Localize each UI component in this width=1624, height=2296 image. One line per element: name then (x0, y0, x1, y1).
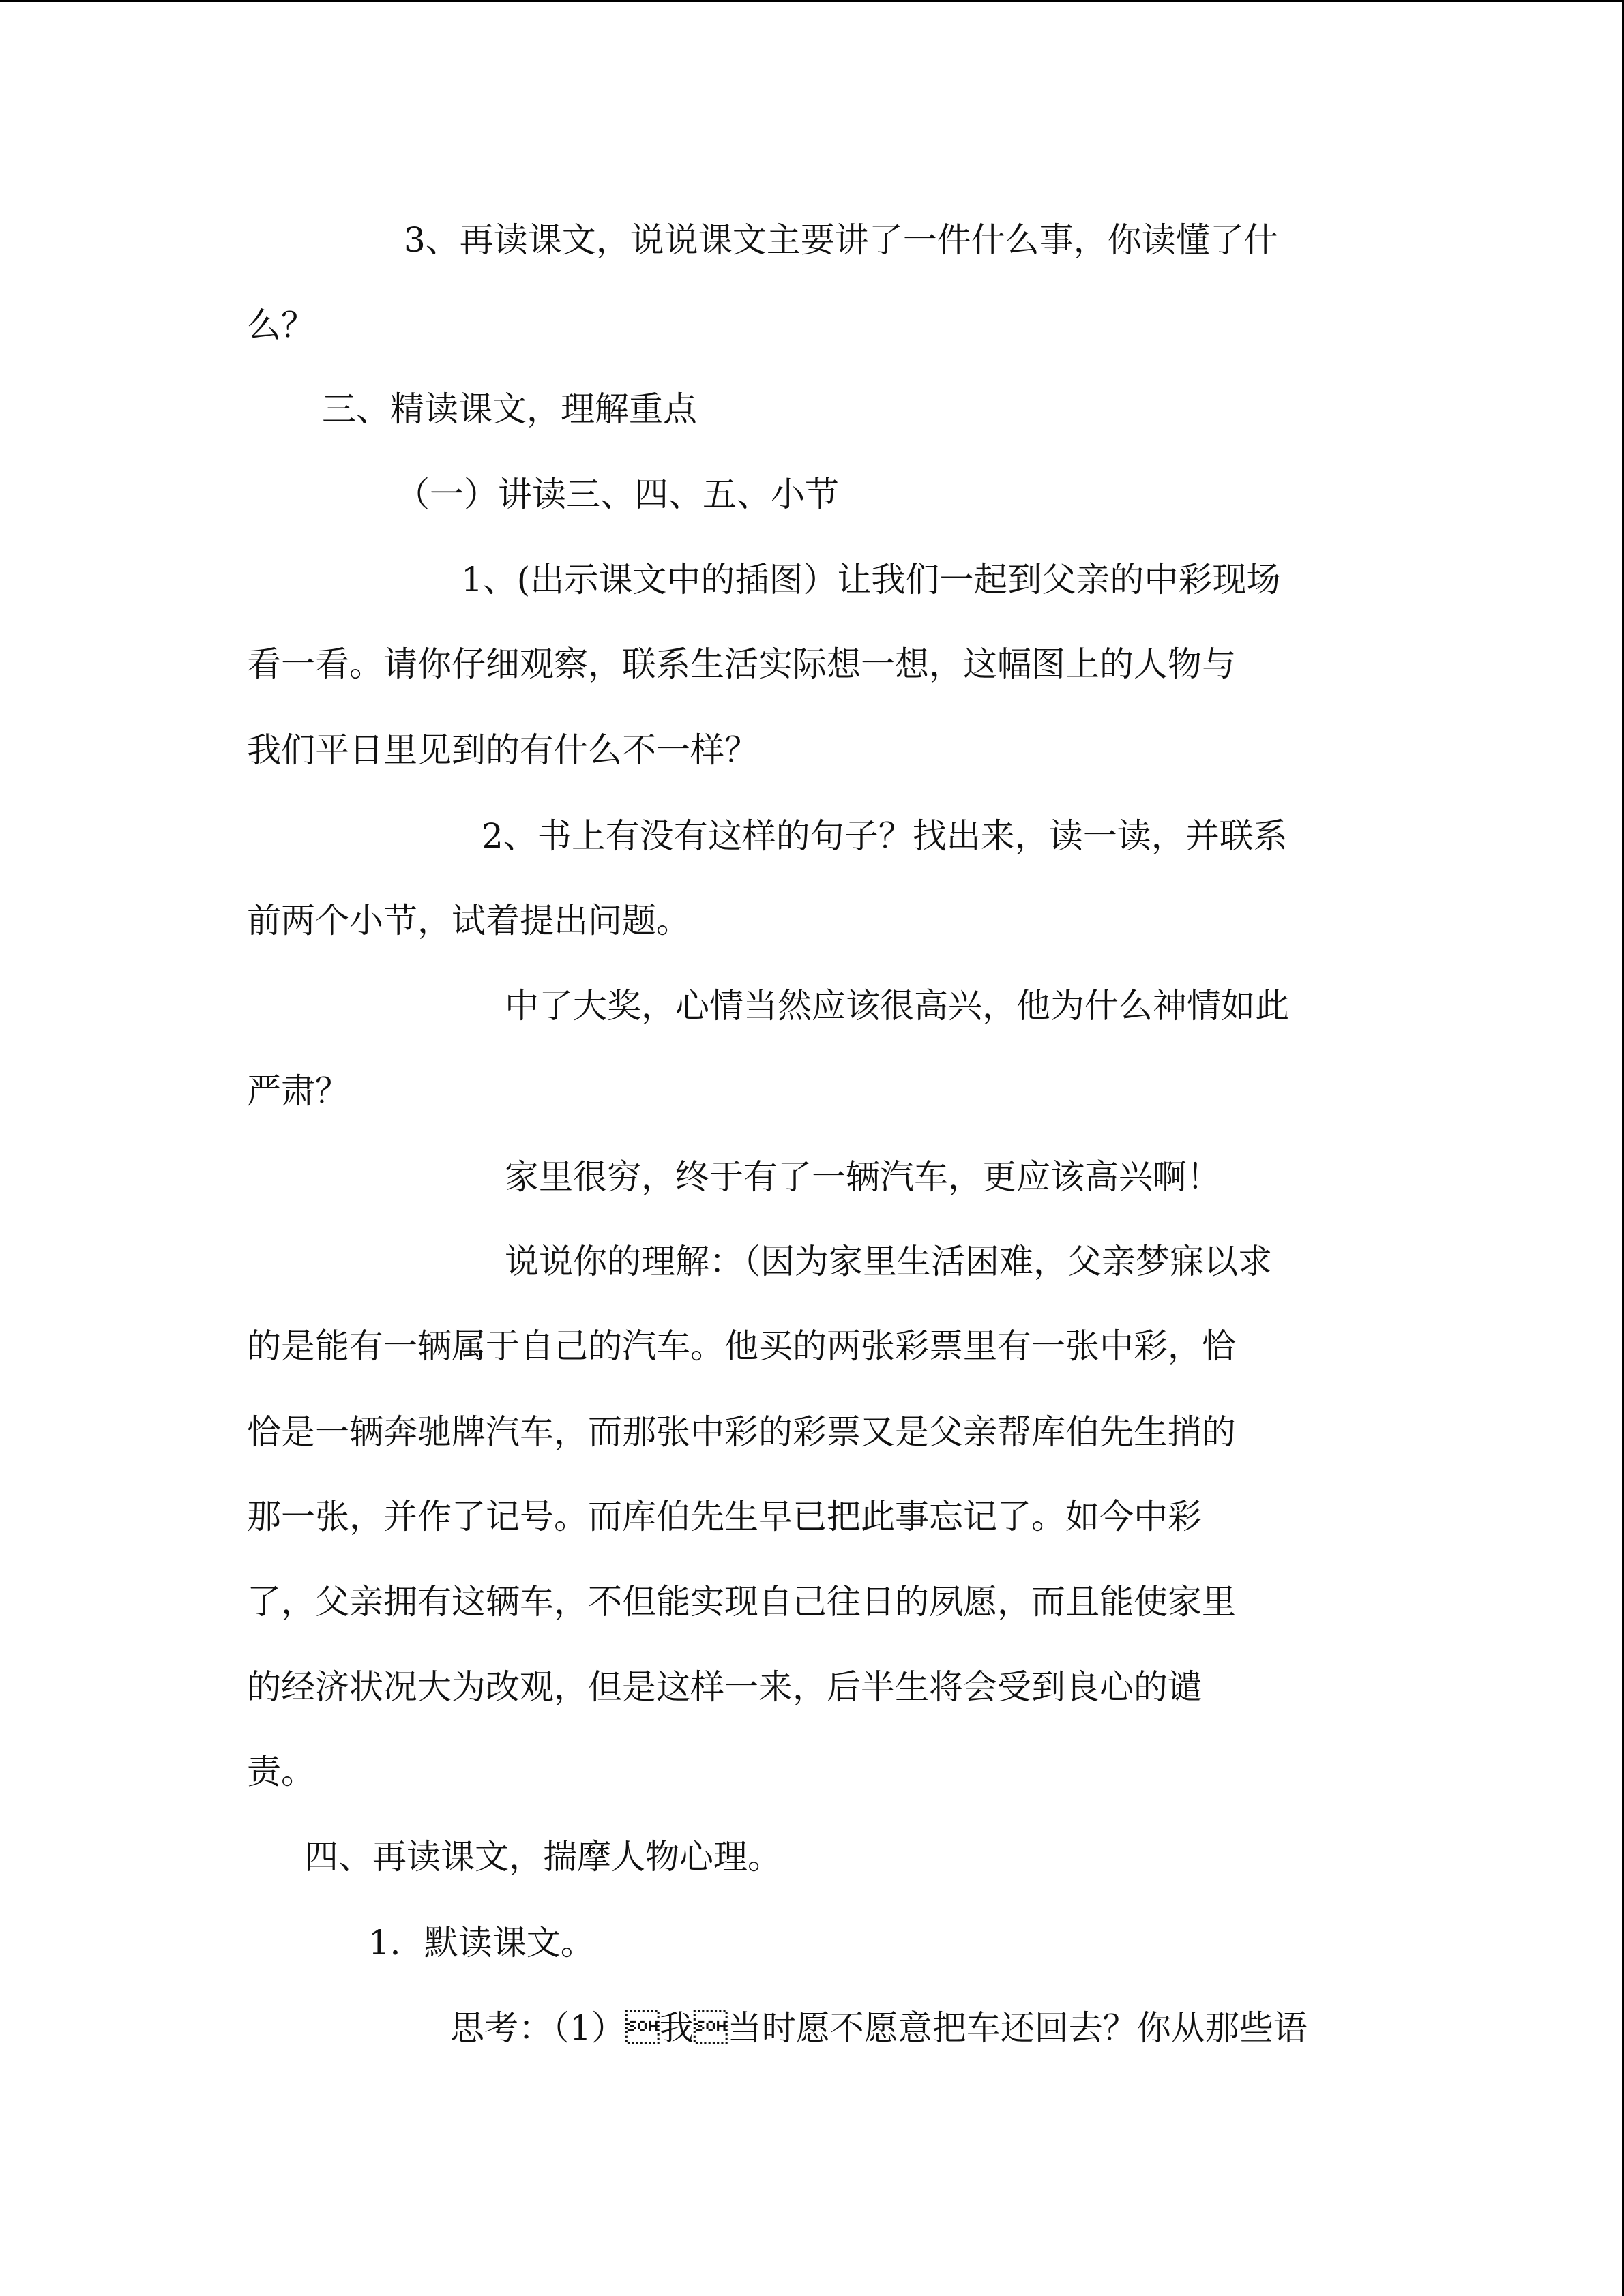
text-line-12: 家里很穷，终于有了一辆汽车，更应该高兴啊！ (505, 1157, 1221, 1197)
section-heading-3: 三、精读课文，理解重点 (322, 389, 697, 429)
text-line-19: 责。 (247, 1752, 315, 1791)
text-line-5: 1、(出示课文中的插图）让我们一起到父亲的中彩现场 (461, 560, 1281, 599)
text-line-11: 严肃？ (247, 1071, 349, 1111)
text-line-13: 说说你的理解：（因为家里生活困难，父亲梦寐以求 (505, 1242, 1272, 1281)
text-line-22: 思考：（1）我当时愿不愿意把车还回去？你从那些语 (450, 2008, 1308, 2048)
text-line-18: 的经济状况大为改观，但是这样一来，后半生将会受到良心的谴 (247, 1667, 1202, 1707)
text-line-8: 2、书上有没有这样的句子？找出来，读一读，并联系 (482, 816, 1288, 856)
text-line-16: 那一张，并作了记号。而库伯先生早已把此事忘记了。如今中彩 (247, 1497, 1202, 1536)
subsection-heading-1: （一）讲读三、四、五、小节 (396, 475, 839, 514)
text-line-15: 恰是一辆奔驰牌汽车，而那张中彩的彩票又是父亲帮库伯先生捎的 (247, 1412, 1236, 1452)
text-line-2: 么？ (247, 305, 315, 345)
text-line-9: 前两个小节，试着提出问题。 (247, 901, 690, 940)
text-line-17: 了，父亲拥有这辆车，不但能实现自己往日的夙愿，而且能使家里 (247, 1582, 1236, 1622)
text-line-1: 3、再读课文，说说课文主要讲了一件什么事，你读懂了什 (404, 220, 1278, 260)
text-line-21: 1．默读课文。 (368, 1923, 595, 1963)
section-heading-4: 四、再读课文，揣摩人物心理。 (304, 1837, 782, 1877)
text-line-6: 看一看。请你仔细观察，联系生活实际想一想，这幅图上的人物与 (247, 644, 1236, 684)
text-line-7: 我们平日里见到的有什么不一样？ (247, 730, 758, 770)
text-line-14: 的是能有一辆属于自己的汽车。他买的两张彩票里有一张中彩，恰 (247, 1326, 1236, 1366)
text-line-10: 中了大奖，心情当然应该很高兴，他为什么神情如此 (505, 986, 1289, 1026)
